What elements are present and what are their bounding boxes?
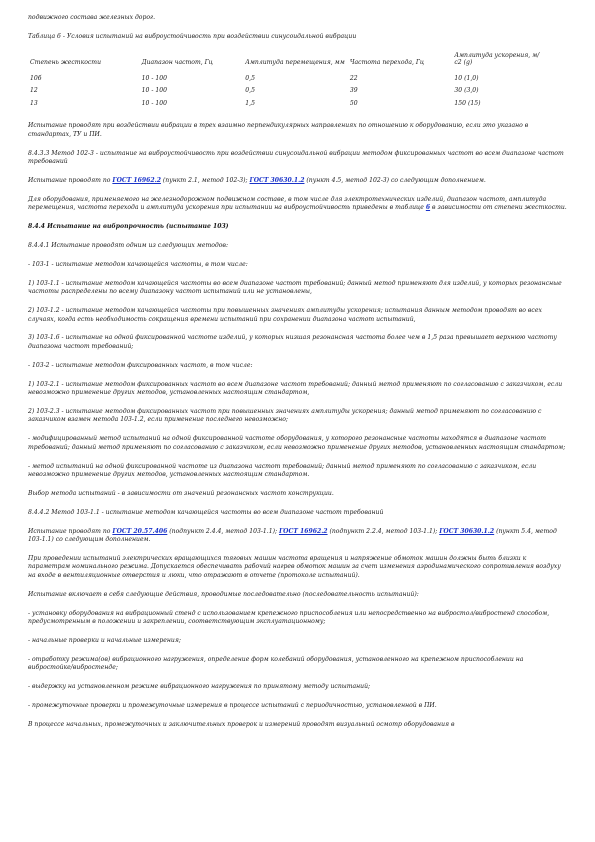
table-caption: Таблица 6 - Условия испытаний на виброустойчивость при воздействии синусоидальной вибрации xyxy=(28,32,357,40)
link-gost-30630-1-2-b[interactable]: ГОСТ 30630.1.2 xyxy=(439,527,495,535)
method-single-fixed: - метод испытаний на одной фиксированной частоте из диапазона частот требований; данный метод применяют по согласованию с заказчиком, если невозможно применение других методов, установленных настоящим стандартом. xyxy=(28,462,537,478)
table-cell: 10 - 100 xyxy=(141,75,167,83)
text-span: Испытание проводят по xyxy=(28,176,113,184)
paragraph-traction-machines: При проведении испытаний электрических вращающихся тяговых машин частота вращения и напряжение обмоток машин должны быть близки к параметрам номинального режима. Допускается обеспечивать рабочий нагрев обмоток машин за счет изменения аэродинамического сопротивления воздуху на входе в вентиляционные отверстия и люки, что отражают в отчете (протоколе испытаний). xyxy=(28,555,561,579)
table-row xyxy=(30,85,550,97)
method-103-1-1: 1) 103-1.1 - испытание методом качающейся частоты во всем диапазоне частот требований; данный метод применяют для изделий, у которых резонансные частоты распределены по всему диапазону частот испытаний или не установлены, xyxy=(28,279,562,296)
link-gost-20-57-406[interactable]: ГОСТ 20.57.406 xyxy=(112,527,168,535)
text-span: (пункт 2.1, метод 102-3); xyxy=(160,176,250,184)
paragraph-three-directions: Испытание проводят при воздействии вибрации в трех взаимно перпендикулярных направлениях по отношению к оборудованию, если это указано в стандартах, ТУ и ПИ. xyxy=(28,122,529,138)
table-cell: 0,5 xyxy=(245,75,255,83)
table-row xyxy=(30,98,550,110)
step-initial-checks: - начальные проверки и начальные измерения; xyxy=(28,636,181,644)
section-8-4-4-heading: 8.4.4 Испытание на вибропрочность (испытание 103) xyxy=(28,223,229,231)
text-span: (подпункт 2.4.4, метод 103-1.1); xyxy=(167,527,279,535)
section-8-4-3-3: 8.4.3.3 Метод 102-3 - испытание на виброустойчивость при воздействии синусоидальной вибрации методом фиксированных частот во всем диапазоне частот требований xyxy=(28,149,564,165)
table-cell: 10б xyxy=(30,75,42,83)
header-crossover-frequency: Частота перехода, Гц xyxy=(349,59,425,67)
table-cell: 30 (3,0) xyxy=(454,87,479,95)
paragraph-test-sequence: Испытание включает в себя следующие действия, проводимые последовательно (последовательность испытаний): xyxy=(28,590,419,598)
link-table-6[interactable]: 6 xyxy=(425,204,431,212)
table-cell: 0,5 xyxy=(245,87,255,95)
text-span: (пункт 4.5, метод 102-3) со следующим дополнением. xyxy=(304,176,486,184)
section-8-4-4-2: 8.4.4.2 Метод 103-1.1 - испытание методом качающейся частоты во всем диапазоне частот требований xyxy=(28,508,384,516)
link-gost-16962-2-b[interactable]: ГОСТ 16962.2 xyxy=(278,527,328,535)
header-displacement-amplitude: Амплитуда перемещения, мм xyxy=(245,59,345,67)
table-cell: 10 - 100 xyxy=(141,99,167,107)
table-cell: 13 xyxy=(30,99,38,107)
paragraph-test-reference-2 xyxy=(28,528,569,545)
table-cell: 50 xyxy=(349,99,358,107)
section-8-4-4-1: 8.4.4.1 Испытание проводят одним из следующих методов: xyxy=(28,242,229,249)
text-span: в зависимости от степени жесткости. xyxy=(430,204,567,212)
step-tuning: - отработку режима(ов) вибрационного нагружения, определение форм колебаний оборудования, установленного на крепежном приспособлении на вибростойке/вибростенде; xyxy=(28,655,524,672)
method-103-2-3: 2) 103-2.3 - испытание методом фиксированных частот при повышенных значениях амплитуды ускорения; данный метод применяют по согласованию с заказчиком взамен метода 103-1.2, если применение последнего невозможно; xyxy=(28,407,542,424)
table-header-row xyxy=(30,52,550,73)
table-row xyxy=(30,73,550,85)
step-exposure: - выдержку на установленном режиме вибрационного нагружения по принятому методу испытаний; xyxy=(28,683,371,691)
method-103-1-2: 2) 103-1.2 - испытание методом качающейся частоты при повышенных значениях амплитуды ускорения; испытания данным методом проводят во всех случаях, когда есть необходимость сокращения времени испытаний при сохранении диапазона частот испытаний, xyxy=(28,307,542,323)
text-span: Для оборудования, применяемого на железнодорожном подвижном составе, в том числе для электротехнических изделий, диапазон частот, амплитуда перемещения, частота перехода и амплитуда ускорения при испытании на виброустойчивость приведены в таблице xyxy=(28,195,547,212)
method-modified: - модифицированный метод испытаний на одной фиксированной частоте оборудования, у которого резонансные частоты находятся в диапазоне частот требований; данный метод применяют по согласованию с заказчиком, если невозможно применение других методов, установленных настоящим стандартом; xyxy=(28,435,566,451)
table-cell: 1,5 xyxy=(245,99,255,107)
table-cell: 10 (1,0) xyxy=(454,75,479,83)
text-span: (пункт 5.4, метод 103-1.1) со следующим дополнением. xyxy=(28,527,557,544)
text-span: Испытание проводят по xyxy=(28,527,113,535)
table-cell: 39 xyxy=(349,87,358,95)
paragraph-last: В процессе начальных, промежуточных и заключительных проверок и измерений проводят визуальный осмотр оборудования в xyxy=(28,721,455,728)
paragraph-railway-continuation: подвижного состава железных дорог. xyxy=(28,14,156,21)
text-span: (подпункт 2.2.4, метод 103-1.1); xyxy=(327,527,440,535)
paragraph-railway-equipment xyxy=(28,196,569,213)
table-cell: 10 - 100 xyxy=(141,87,167,95)
step-install: - установку оборудования на вибрационный стенд с использованием крепежного приспособления или непосредственно на вибростол/вибростенд способом, предусмотренным в положении и закреплении, соответствующим эксплуатационному; xyxy=(28,609,550,626)
link-gost-30630-1-2[interactable]: ГОСТ 30630.1.2 xyxy=(249,176,305,184)
table-cell: 150 (15) xyxy=(454,99,481,107)
header-frequency-range: Диапазон частот, Гц xyxy=(141,59,213,67)
table-cell: 22 xyxy=(349,75,358,83)
method-103-1: - 103-1 - испытание методом качающейся частоты, в том числе: xyxy=(28,260,248,268)
method-103-1-6: 3) 103-1.6 - испытание на одной фиксированной частоте изделий, у которых низшая резонансная частота более чем в 1,5 раза превышает верхнюю частоту диапазона частот требований; xyxy=(28,334,557,350)
vibration-conditions-table xyxy=(30,52,550,110)
header-severity: Степень жесткости xyxy=(30,59,101,67)
method-103-2: - 103-2 - испытание методом фиксированных частот, в том числе: xyxy=(28,361,253,369)
step-intermediate: - промежуточные проверки и промежуточные измерения в процессе испытаний с периодичностью, установленной в ПИ. xyxy=(28,702,437,710)
table-cell: 12 xyxy=(30,87,38,95)
header-acceleration-amplitude: Амплитуда ускорения, м/с2 (g) xyxy=(454,51,540,67)
link-gost-16962-2[interactable]: ГОСТ 16962.2 xyxy=(112,176,161,184)
paragraph-test-reference xyxy=(28,177,569,185)
paragraph-method-choice: Выбор метода испытаний - в зависимости от значений резонансных частот конструкции. xyxy=(28,489,334,497)
method-103-2-1: 1) 103-2.1 - испытание методом фиксированных частот во всем диапазоне частот требований; данный метод применяют по согласованию с заказчиком, если невозможно применение других методов, установленных настоящим стандартом, xyxy=(28,380,563,397)
